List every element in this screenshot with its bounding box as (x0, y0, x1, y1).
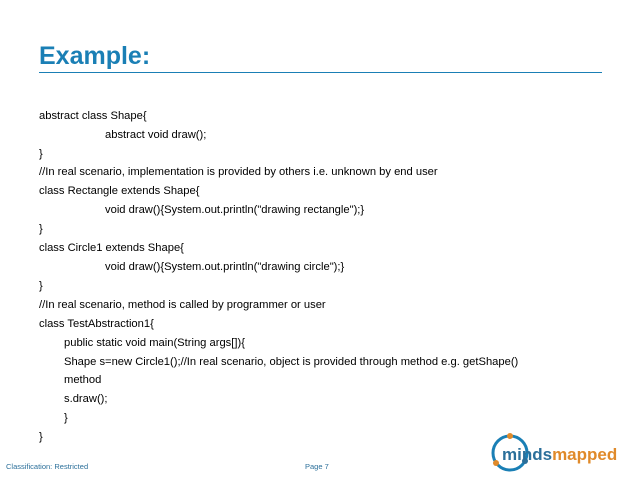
code-line: //In real scenario, method is called by programmer or user (39, 299, 326, 311)
code-line: method (64, 374, 102, 386)
mindsmapped-logo (488, 430, 636, 476)
code-line: } (39, 280, 43, 292)
code-line: s.draw(); (64, 393, 108, 405)
code-line: } (64, 412, 68, 424)
svg-text:mindsmapped (502, 445, 617, 464)
logo-text-suffix: mapped (552, 445, 618, 464)
code-line: } (39, 431, 43, 443)
slide-title: Example: (39, 42, 151, 70)
title-underline (39, 72, 602, 73)
code-line: class TestAbstraction1{ (39, 318, 154, 330)
code-line: } (39, 148, 43, 160)
code-line: public static void main(String args[]){ (64, 337, 245, 349)
logo-text-prefix: minds (502, 445, 553, 464)
footer-classification: Classification: Restricted (6, 462, 89, 471)
code-line: void draw(){System.out.println("drawing circle");} (105, 261, 345, 273)
code-line: void draw(){System.out.println("drawing rectangle");} (105, 204, 365, 216)
footer-page-number: Page 7 (305, 462, 329, 471)
code-line: class Rectangle extends Shape{ (39, 185, 200, 197)
code-line: abstract class Shape{ (39, 110, 147, 122)
code-line: Shape s=new Circle1();//In real scenario, object is provided through method e.g. getShape() (64, 356, 519, 368)
code-line: class Circle1 extends Shape{ (39, 242, 184, 254)
code-line: //In real scenario, implementation is provided by others i.e. unknown by end user (39, 166, 438, 178)
code-line: } (39, 223, 43, 235)
code-line: abstract void draw(); (105, 129, 207, 141)
